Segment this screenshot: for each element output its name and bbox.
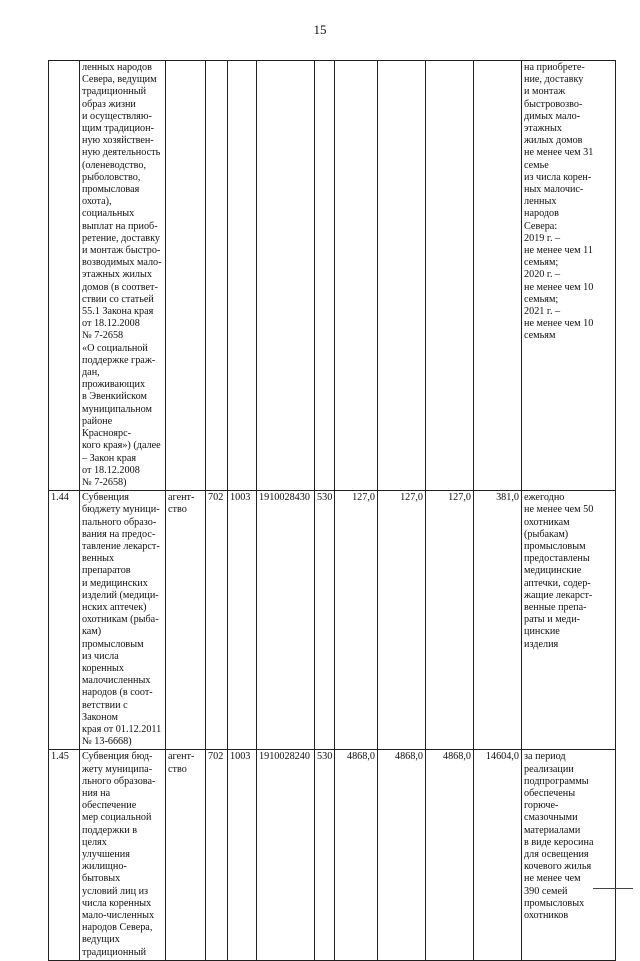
section-code-cell: 1003 — [228, 491, 257, 750]
expected-result-cell: на приобрете- ние, доставку и монтаж быстровозво- димых мало- этажных жилых домов не менее чем 31 семье из числа корен- ных малочис- ленных народов Севера: 2019 г. – не менее чем 11 семьям; 2020 г. – не менее чем 10 семьям; 2021 г. – не менее чем 10 семьям — [522, 61, 616, 491]
measure-name-cell: ленных народов Севера, ведущим традиционный образ жизни и осуществляю- щим традицион- ную хозяйствен- ную деятельность (оленеводство, рыболовство, промысловая охота), социальных выплат на приоб- ретение, доставку и монтаж быстро- возводимых мало- этажных жилых домов (в соответ- ствии со статьей 55.1 Закона края от 18.12.2008 № 7-2658 «О социальной поддержке граж- дан, проживающих в Эвенкийском муниципальном районе Красноярс- кого края») (далее – Закон края от 18.12.2008 № 7-2658) — [80, 61, 166, 491]
row-number-cell: 1.45 — [49, 750, 80, 960]
amount-total-cell: 14604,0 — [474, 750, 522, 960]
measure-name-cell: Субвенция бюд- жету муниципа- льного образова- ния на обеспечение мер социальной поддержки в целях улучшения жилищно-бытовых условий лиц из числа коренных мало-численных народов Севера, ведущих традиционный — [80, 750, 166, 960]
row-number-cell: 1.44 — [49, 491, 80, 750]
amount-2020-cell: 4868,0 — [378, 750, 426, 960]
table-row — [49, 61, 616, 491]
program-table — [48, 60, 616, 961]
amount-2020-cell: 127,0 — [378, 491, 426, 750]
amount-2019-cell — [335, 61, 378, 491]
measure-name-cell: Субвенция бюджету муници- пального образо- вания на предос- тавление лекарст- венных препаратов и медицинских изделий (медици- нских аптечек) охотникам (рыба- кам) промысловым из числа коренных малочисленных народов (в соот- ветствии с Законом края от 01.12.2011 № 13-6668) — [80, 491, 166, 750]
expense-type-cell: 530 — [315, 491, 335, 750]
section-code-cell — [228, 61, 257, 491]
amount-2021-cell: 4868,0 — [426, 750, 474, 960]
amount-2021-cell — [426, 61, 474, 491]
amount-total-cell: 381,0 — [474, 491, 522, 750]
section-code-cell: 1003 — [228, 750, 257, 960]
row-number-cell — [49, 61, 80, 491]
expected-result-cell: ежегодно не менее чем 50 охотникам (рыбакам) промысловым предоставлены медицинские аптечки, содер- жащие лекарст- венные препа- раты и меди- цинские изделия — [522, 491, 616, 750]
amount-2019-cell: 4868,0 — [335, 750, 378, 960]
executor-cell: агент- ство — [166, 750, 206, 960]
target-article-cell — [257, 61, 315, 491]
footer-rule — [593, 888, 633, 889]
table-row — [49, 750, 616, 960]
amount-2021-cell: 127,0 — [426, 491, 474, 750]
expected-result-cell: за период реализации подпрограммы обеспечены горюче- смазочными материалами в виде керосина для освещения кочевого жилья не менее чем 390 семей промысловых охотников — [522, 750, 616, 960]
executor-cell: агент- ство — [166, 491, 206, 750]
expense-type-cell: 530 — [315, 750, 335, 960]
executor-cell — [166, 61, 206, 491]
expense-type-cell — [315, 61, 335, 491]
amount-2019-cell: 127,0 — [335, 491, 378, 750]
amount-total-cell — [474, 61, 522, 491]
table-row — [49, 491, 616, 750]
grbs-cell — [206, 61, 228, 491]
amount-2020-cell — [378, 61, 426, 491]
page-number: 15 — [313, 22, 327, 37]
grbs-cell: 702 — [206, 750, 228, 960]
target-article-cell: 1910028240 — [257, 750, 315, 960]
target-article-cell: 1910028430 — [257, 491, 315, 750]
grbs-cell: 702 — [206, 491, 228, 750]
